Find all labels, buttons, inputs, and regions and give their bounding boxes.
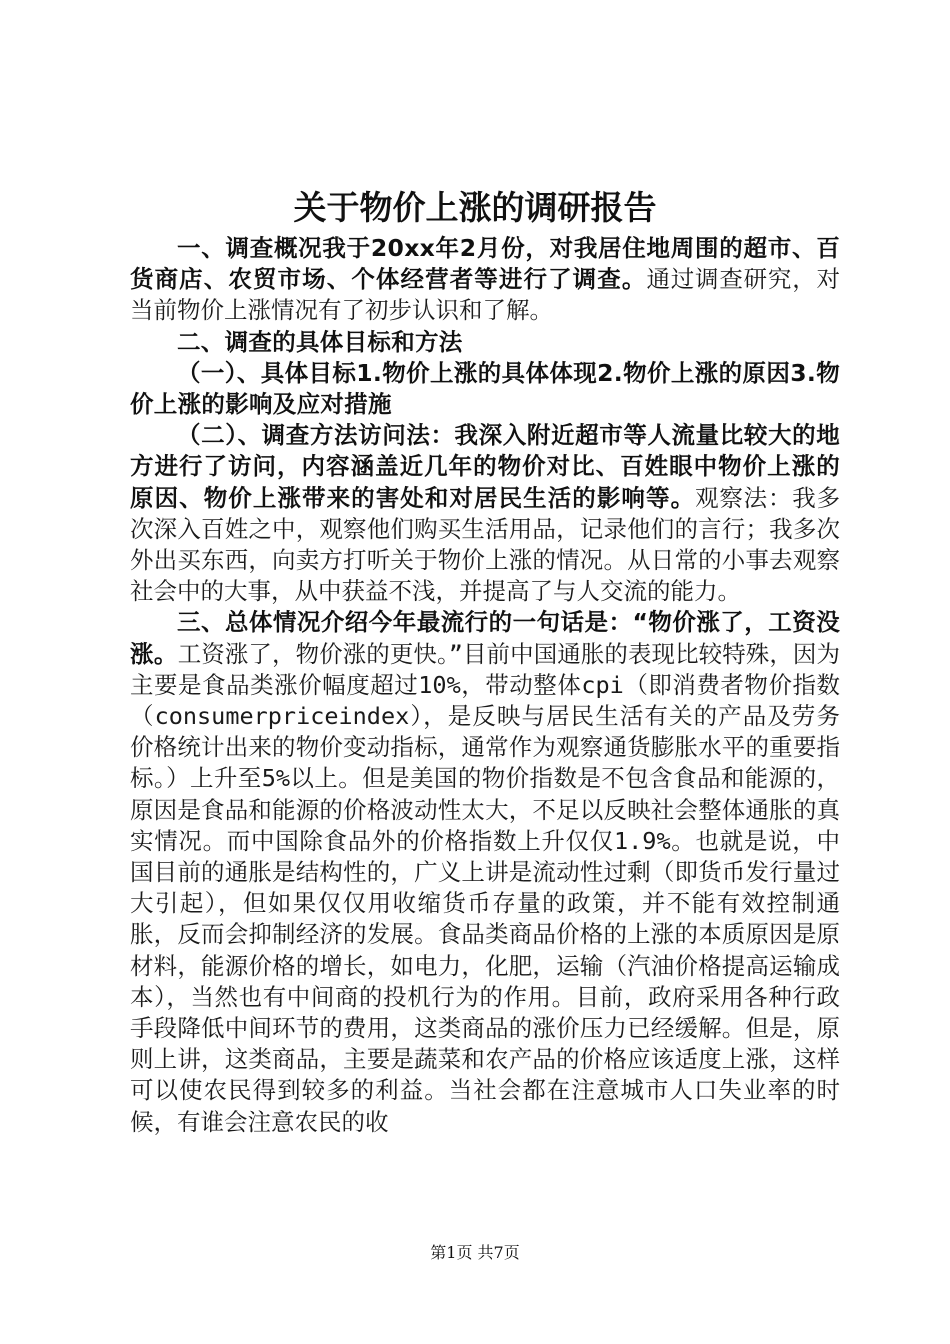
paragraph-text: 观察法：我多次深入百姓之中，观察他们购买生活用品，记录他们的言行；我多次外出买东西，向卖方打听关于物价上涨的情况。从日常的小事去观察社会中的大事，从中获益不浅，并提高了与人交流的能力。	[130, 483, 840, 606]
paragraph-overall-situation	[130, 607, 840, 1137]
paragraph-text: 通过调查研究，对当前物价上涨情况有了初步认识和了解。	[130, 265, 840, 325]
document-body	[130, 233, 840, 1138]
document-title: 关于物价上涨的调研报告	[293, 188, 657, 227]
paragraph-text: 工资涨了，物价涨的更快。”目前中国通胀的表现比较特殊，因为主要是食品类涨价幅度超过10%，带动整体cpi（即消费者物价指数（consumerpriceindex），是反映与居民生活有关的产品及劳务价格统计出来的物价变动指标，通常作为观察通货膨胀水平的重要指标。）上升至5%以上。但是美国的物价指数是不包含食品和能源的，原因是食品和能源的价格波动性太大，不足以反映社会整体通胀的真实情况。而中国除食品外的价格指数上升仅仅1.9%。也就是说，中国目前的通胀是结构性的，广义上讲是流动性过剩（即货币发行量过大引起），但如果仅仅用收缩货币存量的政策，并不能有效控制通胀，反而会抑制经济的发展。食品类商品价格的上涨的本质原因是原材料，能源价格的增长，如电力，化肥，运输（汽油价格提高运输成本），当然也有中间商的投机行为的作用。目前，政府采用各种行政手段降低中间环节的费用，这类商品的涨价压力已经缓解。但是，原则上讲，这类商品，主要是蔬菜和农产品的价格应该适度上涨，这样可以使农民得到较多的利益。当社会都在注意城市人口失业率的时候，有谁会注意农民的收	[130, 639, 840, 1136]
paragraph-text: 一、调查概况我于20xx年2月份，对我居住地周围的超市、百货商店、农贸市场、个体经营者等进行了调查。	[130, 234, 840, 294]
paragraph-specific-goals	[130, 358, 840, 420]
paragraph-text: （二）、调查方法访问法：我深入附近超市等人流量比较大的地方进行了访问，内容涵盖近几年的物价对比、百姓眼中物价上涨的原因、物价上涨带来的害处和对居民生活的影响等。	[130, 421, 840, 512]
paragraph-survey-methods	[130, 420, 840, 607]
paragraph-goals-methods-heading	[130, 327, 840, 358]
paragraph-survey-overview	[130, 233, 840, 327]
paragraph-text: 三、总体情况介绍今年最流行的一句话是：“物价涨了，工资没涨。	[130, 608, 840, 668]
paragraph-text: 二、调查的具体目标和方法	[177, 327, 463, 356]
paragraph-text: （一）、具体目标1.物价上涨的具体体现2.物价上涨的原因3.物价上涨的影响及应对措施	[130, 358, 840, 419]
page-number-footer: 第1页 共7页	[430, 1243, 520, 1262]
